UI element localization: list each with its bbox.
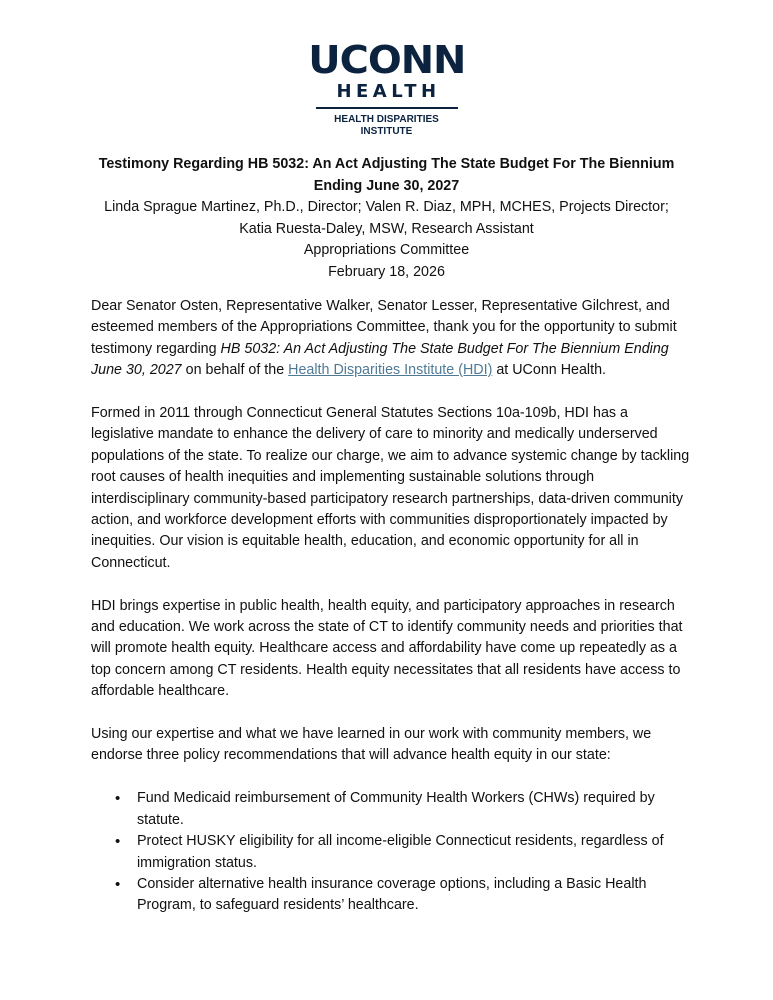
paragraph-greeting	[91, 296, 691, 382]
document-header	[60, 154, 713, 283]
committee-name: Appropriations Committee	[303, 242, 470, 258]
logo-institute-line1: HEALTH DISPARITIES	[334, 114, 439, 125]
list-item: • Consider alternative health insurance coverage options, including a Basic Health Program, to safeguard residents’ healthcare.	[137, 874, 691, 917]
recommendations-list	[91, 788, 691, 916]
greeting-text: Dear Senator Osten, Representative Walker, Senator Lesser, Representative Gilchrest, and esteemed members of the Appropriations Committee, thank you for the opportunity to submit testimony regarding	[91, 298, 677, 357]
list-item: • Protect HUSKY eligibility for all income-eligible Connecticut residents, regardless of immigration status.	[137, 831, 691, 874]
hdi-link[interactable]: Health Disparities Institute (HDI)	[288, 362, 493, 379]
testimony-date: February 18, 2026	[328, 263, 445, 280]
document-title-line1: Testimony Regarding HB 5032: An Act Adjusting The State Budget For The Biennium	[98, 156, 675, 172]
document-body	[91, 296, 691, 917]
logo-health-text: HEALTH	[336, 81, 441, 102]
authors-line1: Linda Sprague Martinez, Ph.D., Director; Valen R. Diaz, MPH, MCHES, Projects Director;	[104, 199, 669, 215]
logo-institute-line2: INSTITUTE	[360, 126, 413, 137]
document-title-line2: Ending June 30, 2027	[313, 177, 460, 194]
list-item: • Fund Medicaid reimbursement of Community Health Workers (CHWs) required by statute.	[137, 788, 691, 831]
uconn-health-logo	[0, 40, 773, 138]
logo-uconn-text: UCONN	[307, 38, 466, 82]
logo-divider	[316, 107, 458, 109]
paragraph-recommendations-intro: Using our expertise and what we have learned in our work with community members, we endorse three policy recommendations that will advance health equity in our state:	[91, 726, 652, 764]
paragraph-mandate: Formed in 2011 through Connecticut General Statutes Sections 10a-109b, HDI has a legislative mandate to enhance the delivery of care to minority and medically underserved populations of the state. To realize our charge, we aim to advance systemic change by tackling root causes of health inequities and implementing sustainable solutions through interdisciplinary community-based participatory research partnerships, data-driven community action, and workforce development efforts with communities disproportionately impacted by inequities. Our vision is equitable health, education, and economic opportunity for all in Connecticut.	[91, 405, 690, 571]
greeting-text-end: at UConn Health.	[492, 362, 607, 379]
bill-title-italic: HB 5032: An Act Adjusting The State Budget For The Biennium Ending June 30, 2027	[91, 340, 669, 379]
greeting-text-mid: on behalf of the	[181, 362, 289, 379]
authors-line2: Katia Ruesta-Daley, MSW, Research Assistant	[239, 220, 534, 237]
paragraph-expertise: HDI brings expertise in public health, health equity, and participatory approaches in research and education. We work across the state of CT to identify community needs and priorities that will promote health equity. Healthcare access and affordability have come up repeatedly as a top concern among CT residents. Health equity necessitates that all residents have access to affordable healthcare.	[91, 597, 683, 700]
